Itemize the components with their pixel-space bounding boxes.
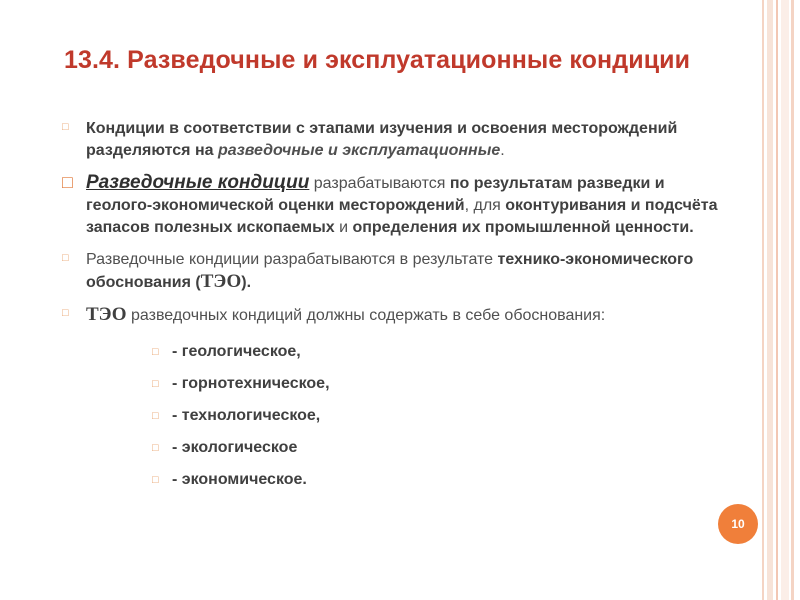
stripe [791, 0, 794, 600]
list-item [150, 437, 720, 459]
bold-text: технико-экономического обоснования [86, 251, 694, 291]
hollow-square-bullet-icon: □ [62, 121, 69, 133]
bold-text: определения их промышленной ценности. [352, 219, 694, 236]
text: ( [190, 274, 201, 291]
stripe [776, 0, 778, 600]
hollow-square-bullet-icon: □ [152, 410, 159, 422]
text: . [500, 142, 505, 159]
text: разведочных кондиций должны содержать в себе обоснования: [126, 307, 606, 324]
text: разрабатываются [309, 175, 450, 192]
stripe [762, 0, 764, 600]
list-item-label: - технологическое, [172, 407, 321, 424]
text: Кондиции в соответствии с этапами изучения и освоения месторождений разделяются на [86, 120, 678, 159]
list-item [150, 373, 720, 395]
paragraph-teo [60, 249, 720, 294]
hollow-square-bullet-icon: □ [62, 172, 73, 192]
hollow-square-bullet-icon: □ [152, 442, 159, 454]
hollow-square-bullet-icon: □ [152, 474, 159, 486]
list-item [150, 405, 720, 427]
paragraph-exploration-conditions [60, 172, 720, 239]
text: и [334, 219, 353, 236]
paragraph-conditions [60, 118, 720, 162]
stripe [767, 0, 773, 600]
list-item [150, 341, 720, 363]
list-item [150, 469, 720, 491]
hollow-square-bullet-icon: □ [62, 307, 69, 319]
text: ). [241, 274, 252, 291]
justification-list [60, 341, 720, 491]
hollow-square-bullet-icon: □ [62, 252, 69, 264]
list-item-label: - горнотехническое, [172, 375, 330, 392]
paragraph-teo-justification [60, 304, 720, 327]
abbreviation: ТЭО [86, 304, 127, 325]
slide-title: 13.4. Разведочные и эксплуатационные кондиции [64, 46, 691, 74]
bold-text: по результатам разведки и геолого-экономической оценки месторождений [86, 175, 665, 214]
abbreviation: ТЭО [200, 271, 242, 292]
slide-body [60, 118, 720, 501]
bold-text: оконтуривания и подсчёта запасов полезных ископаемых [86, 197, 718, 236]
hollow-square-bullet-icon: □ [152, 346, 159, 358]
text: Разведочные кондиции разрабатываются в результате [86, 251, 498, 268]
emphasis-text: разведочные и эксплуатационные [217, 142, 501, 159]
term-heading: Разведочные кондиции [86, 172, 310, 193]
hollow-square-bullet-icon: □ [152, 378, 159, 390]
page-number-badge: 10 [718, 504, 758, 544]
text: , для [464, 197, 506, 214]
list-item-label: - экологическое [172, 439, 298, 456]
list-item-label: - экономическое. [172, 471, 307, 488]
decorative-stripes [762, 0, 800, 600]
list-item-label: - геологическое, [172, 343, 301, 360]
stripe [781, 0, 789, 600]
